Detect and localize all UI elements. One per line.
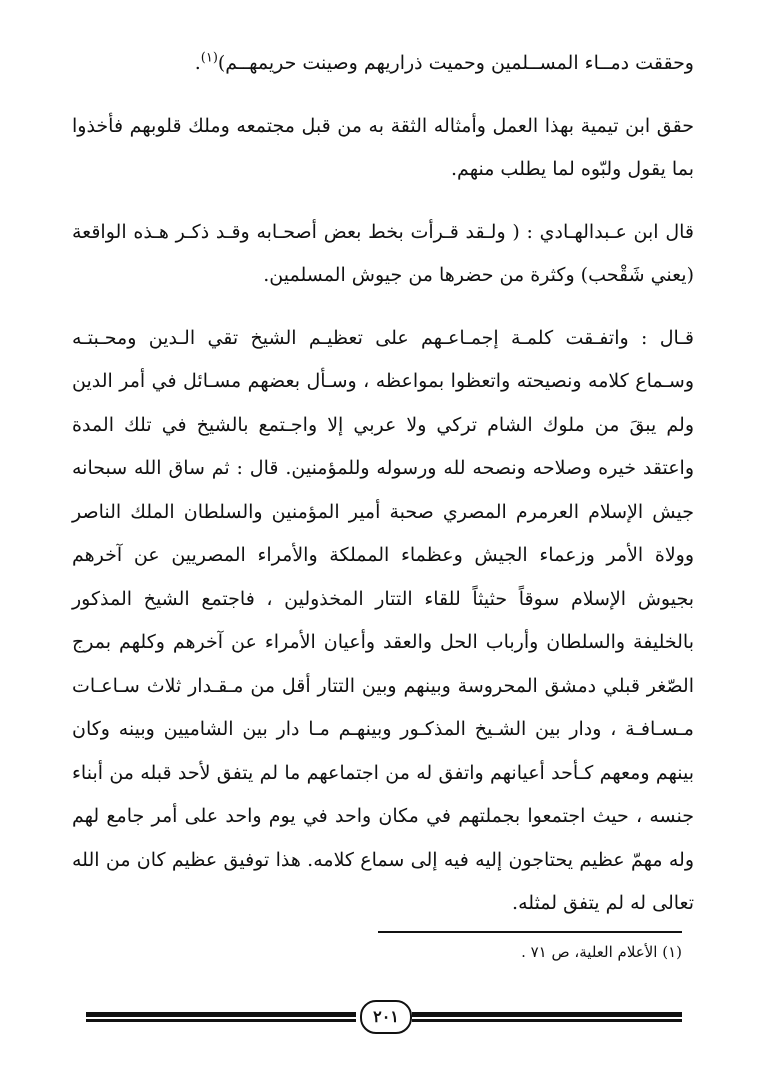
- text-line: الشاميين وبينه وكان بينهم ومعهم كـأحد أعيانهم واتفق له من اجتماعهم ما: [72, 718, 694, 784]
- text-line: الدين ولم يبقَ من ملوك الشام تركي ولا عربي إلا واجـتمع بالشيخ في تلك: [72, 370, 694, 436]
- text-line: مـقـدار ثلاث سـاعـات مـسـافـة ، ودار بين الشـيخ المذكـور وبينهـم مـا دار بين: [72, 674, 694, 740]
- footer-rule-left: [86, 1012, 356, 1019]
- text-line: الواقعة (يعني شَقْحب) وكثرة من حضرها من جيوش المسلمين.: [72, 220, 694, 286]
- text-line: الله سبحانه جيش الإسلام العرمرم المصري صحبة أمير المؤمنين والسلطان: [72, 457, 694, 523]
- text-line: المدة واعتقد خيره وصلاحه ونصحه لله ورسوله وللمؤمنين. قال : ثم ساق: [72, 413, 694, 479]
- sentence-end: .: [194, 52, 201, 74]
- footnote-reference: (١): [200, 50, 218, 66]
- text-line: فأخذوا بما يقول ولبّوه لما يطلب منهم.: [72, 114, 694, 180]
- text-line: كلامه. هذا توفيق عظيم كان من الله تعالى له لم يتفق لمثله.: [72, 848, 694, 914]
- footnote-divider: [378, 931, 682, 933]
- footnote-text: (١) الأعلام العلية، ص ٧١ .: [521, 943, 682, 961]
- text-line: وحققت دمــاء المســلمين وحميت ذراريهم وصينت حريمهــم): [217, 52, 694, 74]
- text-line: وسـماع كلامه ونصيحته واتعظوا بمواعظه ، وسـأل بعضهم مسـائل في أمر: [119, 370, 695, 392]
- text-line: الشيخ المذكور بالخليفة والسلطان وأرباب الحل والعقد وأعيان الأمراء عن: [72, 587, 695, 653]
- footer-rule-right: [412, 1012, 682, 1019]
- text-line: في يوم واحد على أمر جامع لهم وله مهمّ عظيم يحتاجون إليه فيه إلى سماع: [72, 805, 694, 871]
- paragraph-2: [72, 105, 694, 192]
- page-number: ٢٠١: [360, 1000, 412, 1034]
- text-line: حقق ابن تيمية بهذا العمل وأمثاله الثقة به من قبل مجتمعه وملك قلوبهم: [129, 114, 694, 137]
- page-footer: [86, 1000, 682, 1040]
- text-line: آخرهم وكلهم بمرج الصّغر قبلي دمشق المحروسة وبينهم وبين التتار أقل من: [72, 631, 694, 697]
- paragraph-4: [72, 317, 694, 926]
- main-text: [72, 42, 694, 926]
- text-line: عن آخرهم بجيوش الإسلام سوقاً حثيثاً للقاء التتار المخذولين ، فاجتمع: [72, 544, 694, 610]
- paragraph-1: [72, 42, 694, 86]
- text-line: قال ابن عـبدالهـادي : ( ولـقد قـرأت بخط بعض أصحـابه وقـد ذكـر هـذه: [133, 220, 694, 243]
- paragraph-3: [72, 211, 694, 298]
- text-line: الملك الناصر وولاة الأمر وزعماء الجيش وعظماء المملكة والأمراء المصريين: [72, 500, 695, 566]
- text-line: قـال : واتفـقت كلمـة إجمـاعـهم على تعظيـم الشيخ تقي الـدين ومحـبتـه: [72, 326, 694, 349]
- text-line: لم يتفق لأحد قبله من أبناء جنسه ، حيث اجتمعوا بجملتهم في مكان واحد: [72, 761, 694, 827]
